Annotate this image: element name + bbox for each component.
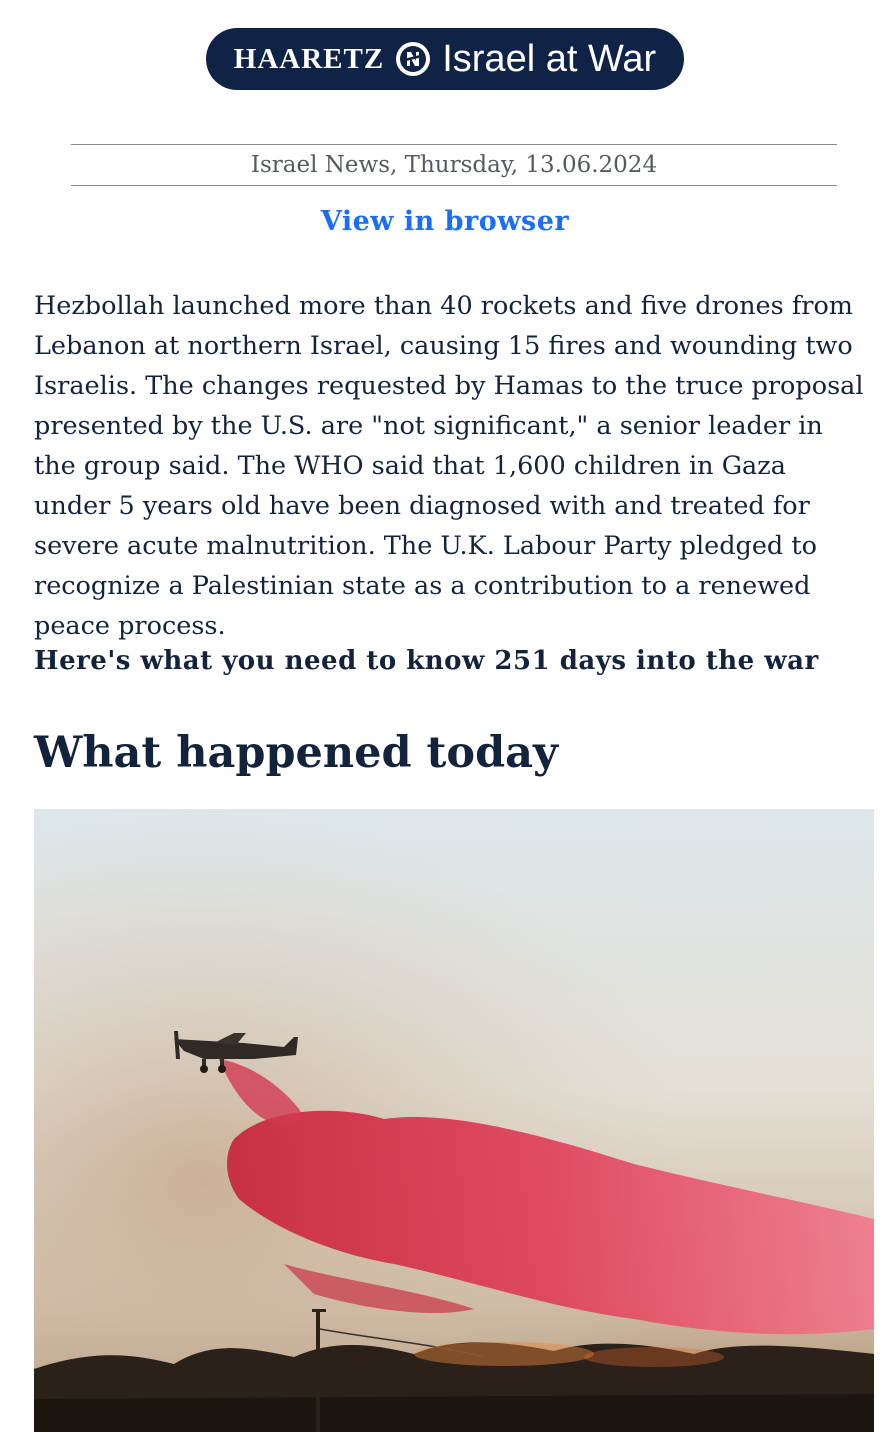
days-into-war-subhead: Here's what you need to know 251 days into the war <box>34 646 819 676</box>
haaretz-logo-icon <box>396 42 430 76</box>
header <box>0 28 890 90</box>
section-name: Israel at War <box>442 37 657 80</box>
firefighting-plane-photo[interactable] <box>34 809 874 1432</box>
haaretz-israel-at-war-banner[interactable] <box>206 28 684 90</box>
dateline: Israel News, Thursday, 13.06.2024 <box>71 144 837 186</box>
section-title: What happened today <box>34 728 558 778</box>
brand-name: HAARETZ <box>233 42 385 75</box>
lead-paragraph: Hezbollah launched more than 40 rockets and five drones from Lebanon at northern Israel, causing 15 fires and wounding two Israelis. The changes requested by Hamas to the truce proposal presented by the U.S. are "not significant," a senior leader in the group said. The WHO said that 1,600 children in Gaza under 5 years old have been diagnosed with and treated for severe acute malnutrition. The U.K. Labour Party pledged to recognize a Palestinian state as a contribution to a renewed peace process. <box>34 291 864 641</box>
view-in-browser-link[interactable]: View in browser <box>320 206 570 237</box>
